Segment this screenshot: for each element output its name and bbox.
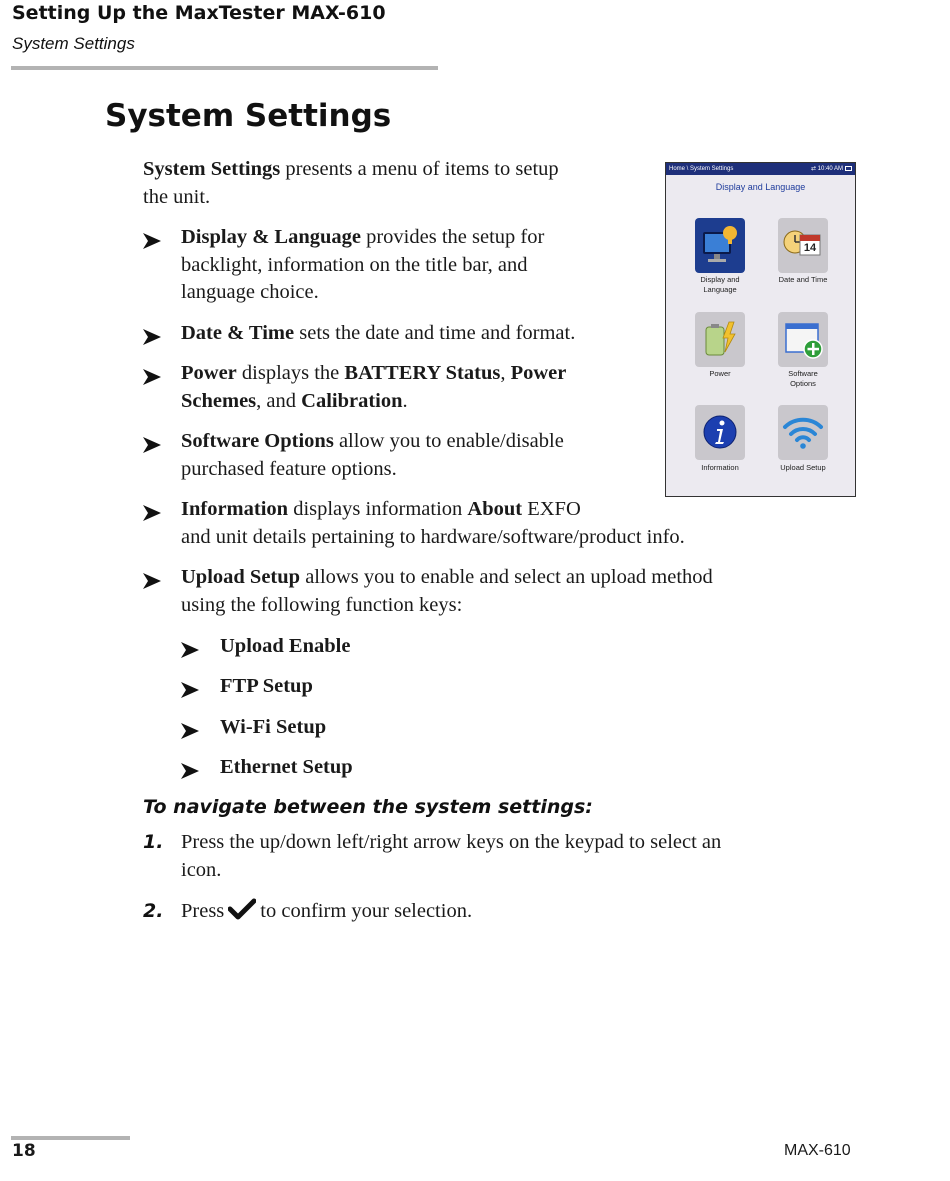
battery-icon <box>695 312 745 367</box>
tile-display-language[interactable] <box>695 218 745 273</box>
bullet-information <box>181 496 685 551</box>
tile-label <box>685 463 755 473</box>
step-text: Press the up/down left/right arrow keys on the keypad to select an <box>181 831 722 853</box>
sub-bullet-arrow-icon <box>181 763 199 779</box>
wifi-icon <box>778 405 828 460</box>
calendar-day: 14 <box>803 242 817 254</box>
bullet-text: displays information <box>288 498 468 520</box>
intro-paragraph <box>143 156 559 211</box>
bullet-arrow-icon <box>143 505 161 521</box>
bullet-bold: About <box>467 498 523 520</box>
tile-software-options[interactable] <box>778 312 828 367</box>
tile-label-line: Software <box>788 369 818 378</box>
tile-label <box>768 369 838 388</box>
bullet-bold: Power <box>181 362 237 384</box>
bullet-text: EXFO <box>522 498 581 520</box>
bullet-arrow-icon <box>143 437 161 453</box>
sub-bullet-arrow-icon <box>181 642 199 658</box>
sub-bullet-item <box>220 754 353 782</box>
bullet-bold: BATTERY Status <box>344 362 501 384</box>
tile-label-line: Date and Time <box>778 275 828 284</box>
bullet-arrow-icon <box>143 329 161 345</box>
bullet-text: purchased feature options. <box>181 457 397 480</box>
step-number: 1. <box>143 831 164 853</box>
tile-label-line: Language <box>703 284 737 294</box>
bullet-arrow-icon <box>143 573 161 589</box>
tile-label-line: Power <box>709 369 731 378</box>
bullet-arrow-icon <box>143 233 161 249</box>
bullet-text: , and <box>256 389 302 412</box>
bullet-text: . <box>402 389 408 412</box>
bullet-text: displays the <box>236 362 345 384</box>
battery-icon <box>845 166 852 171</box>
sub-bullet-arrow-icon <box>181 723 199 739</box>
intro-text-1: presents a menu of items to setup <box>280 158 559 180</box>
running-header-title: Setting Up the MaxTester MAX-610 <box>12 2 386 24</box>
tile-label <box>685 275 755 294</box>
sub-bullet-item <box>220 633 350 661</box>
tile-date-time[interactable] <box>778 218 828 273</box>
sub-bullet-label: Ethernet Setup <box>220 756 353 778</box>
procedure-heading: To navigate between the system settings: <box>143 796 593 818</box>
step-1-text <box>181 829 721 884</box>
step-text: icon. <box>181 858 222 881</box>
tile-upload-setup[interactable] <box>778 405 828 460</box>
bullet-bold: Schemes <box>181 389 257 412</box>
bullet-bold: Upload Setup <box>181 566 301 588</box>
sub-bullet-label: FTP Setup <box>220 675 313 697</box>
checkmark-icon <box>228 898 256 929</box>
info-icon <box>695 405 745 460</box>
bullet-text: backlight, information on the title bar, and <box>181 253 528 276</box>
tile-power[interactable] <box>695 312 745 367</box>
tile-label-line: Upload Setup <box>780 463 826 472</box>
step-text: to confirm your selection. <box>260 900 473 922</box>
sub-bullet-item <box>220 673 313 701</box>
bullet-arrow-icon <box>143 369 161 385</box>
device-clock: ⇄ 10:40 AM <box>810 166 843 172</box>
bullet-software-options <box>181 428 564 483</box>
running-header-subtitle: System Settings <box>12 34 135 53</box>
header-rule <box>11 66 438 70</box>
tile-label <box>768 463 838 473</box>
intro-text-2: the unit. <box>143 185 211 208</box>
device-breadcrumb: Home \ System Settings <box>669 166 734 172</box>
footer-model: MAX-610 <box>784 1142 851 1159</box>
monitor-icon <box>695 218 745 273</box>
intro-bold: System Settings <box>143 158 281 180</box>
step-2-text <box>181 898 472 929</box>
tile-label-line: Display and <box>700 275 740 284</box>
tile-label-line: Information <box>701 463 739 472</box>
footer-rule <box>11 1136 130 1140</box>
software-add-icon <box>778 312 828 367</box>
sub-bullet-label: Wi-Fi Setup <box>220 716 327 738</box>
bullet-text: allows you to enable and select an upload method <box>300 566 713 588</box>
tile-information[interactable] <box>695 405 745 460</box>
bullet-bold: Information <box>181 498 289 520</box>
bullet-power <box>181 360 566 415</box>
bullet-bold: Calibration <box>301 389 403 412</box>
bullet-text: allow you to enable/disable <box>333 430 564 452</box>
tile-label <box>768 275 838 285</box>
bullet-date-time <box>181 320 575 348</box>
step-text: Press <box>181 900 225 922</box>
device-selected-title: Display and Language <box>715 182 806 192</box>
page-number: 18 <box>12 1141 36 1161</box>
sub-bullet-arrow-icon <box>181 682 199 698</box>
bullet-text: language choice. <box>181 281 319 303</box>
bullet-text: provides the setup for <box>360 226 545 248</box>
step-number: 2. <box>143 900 164 922</box>
bullet-bold: Date & Time <box>181 322 295 344</box>
bullet-text: sets the date and time and format. <box>294 322 576 344</box>
bullet-bold: Display & Language <box>181 226 361 248</box>
tile-label <box>685 369 755 379</box>
bullet-upload-setup <box>181 564 713 619</box>
bullet-bold: Software Options <box>181 430 334 452</box>
device-title-bar <box>666 163 855 175</box>
sub-bullet-item <box>220 714 326 742</box>
sub-bullet-label: Upload Enable <box>220 635 351 657</box>
page-title: System Settings <box>105 98 392 134</box>
bullet-text: , <box>500 362 511 384</box>
tile-label-line: Options <box>790 378 816 388</box>
bullet-text: and unit details pertaining to hardware/software/product info. <box>181 525 685 548</box>
bullet-display-language <box>181 224 544 307</box>
bullet-text: using the following function keys: <box>181 593 463 616</box>
bullet-bold: Power <box>510 362 567 384</box>
device-screenshot <box>665 162 856 497</box>
